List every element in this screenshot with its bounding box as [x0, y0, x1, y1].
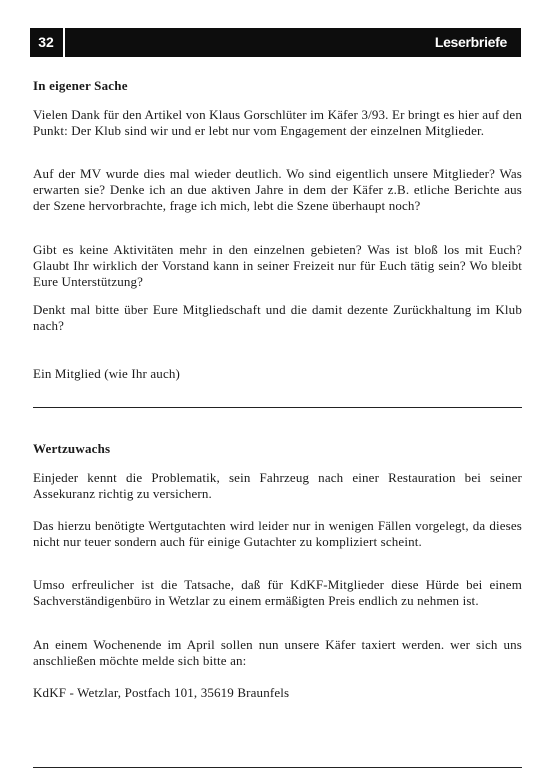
section-divider [33, 407, 522, 408]
paragraph-text: Einjeder kennt die Problematik, sein Fahrzeug nach einer Restauration bei seiner Assekuranz richtig zu versichern. [33, 470, 522, 501]
paragraph-text: Das hierzu benötigte Wertgutachten wird leider nur in wenigen Fällen vorgelegt, da dieses nicht nur teuer sondern auch für einige Gutachter zu kompliziert scheint. [33, 518, 522, 549]
signature-text: Ein Mitglied (wie Ihr auch) [33, 366, 181, 381]
letter-1-paragraph-1 [33, 107, 522, 139]
letter-2-title: Wertzuwachs [33, 441, 111, 456]
letter-1-paragraph-3 [33, 242, 522, 290]
letter-2-paragraph-1 [33, 470, 522, 502]
paragraph-text: Umso erfreulicher ist die Tatsache, daß für KdKF-Mitglieder diese Hürde bei einem Sachverständigenbüro in Wetzlar zu einem ermäßigten Preis endlich zu nehmen ist. [33, 577, 522, 608]
letter-1 [33, 78, 522, 94]
paragraph-text: Denkt mal bitte über Eure Mitgliedschaft und die damit dezente Zurückhaltung im Klub nach? [33, 302, 522, 333]
letter-1-paragraph-4 [33, 302, 522, 334]
paragraph-text: Auf der MV wurde dies mal wieder deutlich. Wo sind eigentlich unsere Mitglieder? Was erwarten sie? Denke ich an due aktiven Jahre in dem der Käfer z.B. etliche Berichte aus der Szene hervorbrachte, frage ich mich, lebt die Szene überhaupt noch? [33, 166, 522, 213]
letter-2-paragraph-4 [33, 637, 522, 669]
letter-2 [33, 441, 522, 457]
letter-1-title: In eigener Sache [33, 78, 128, 93]
page-header [30, 28, 521, 57]
paragraph-text: Gibt es keine Aktivitäten mehr in den einzelnen gebieten? Was ist bloß los mit Euch? Glaubt Ihr wirklich der Vorstand kann in seiner Freizeit nur für Euch tätig sein? Wo bleibt Eure Unterstützung? [33, 242, 522, 289]
header-divider [63, 28, 65, 57]
address-text: KdKF - Wetzlar, Postfach 101, 35619 Braunfels [33, 685, 290, 700]
paragraph-text: An einem Wochenende im April sollen nun unsere Käfer taxiert werden. wer sich uns anschließen möchte melde sich bitte an: [33, 637, 522, 668]
section-label: Leserbriefe [434, 34, 507, 50]
letter-2-paragraph-3 [33, 577, 522, 609]
letter-1-signature [33, 366, 522, 382]
letter-2-address [33, 685, 522, 701]
letter-2-paragraph-2 [33, 518, 522, 550]
letter-1-paragraph-2 [33, 166, 522, 214]
page-number: 32 [38, 34, 54, 50]
paragraph-text: Vielen Dank für den Artikel von Klaus Gorschlüter im Käfer 3/93. Er bringt es hier auf den Punkt: Der Klub sind wir und er lebt nur vom Engagement der einzelnen Mitglieder. [33, 107, 522, 138]
page-bottom-rule [33, 767, 522, 768]
